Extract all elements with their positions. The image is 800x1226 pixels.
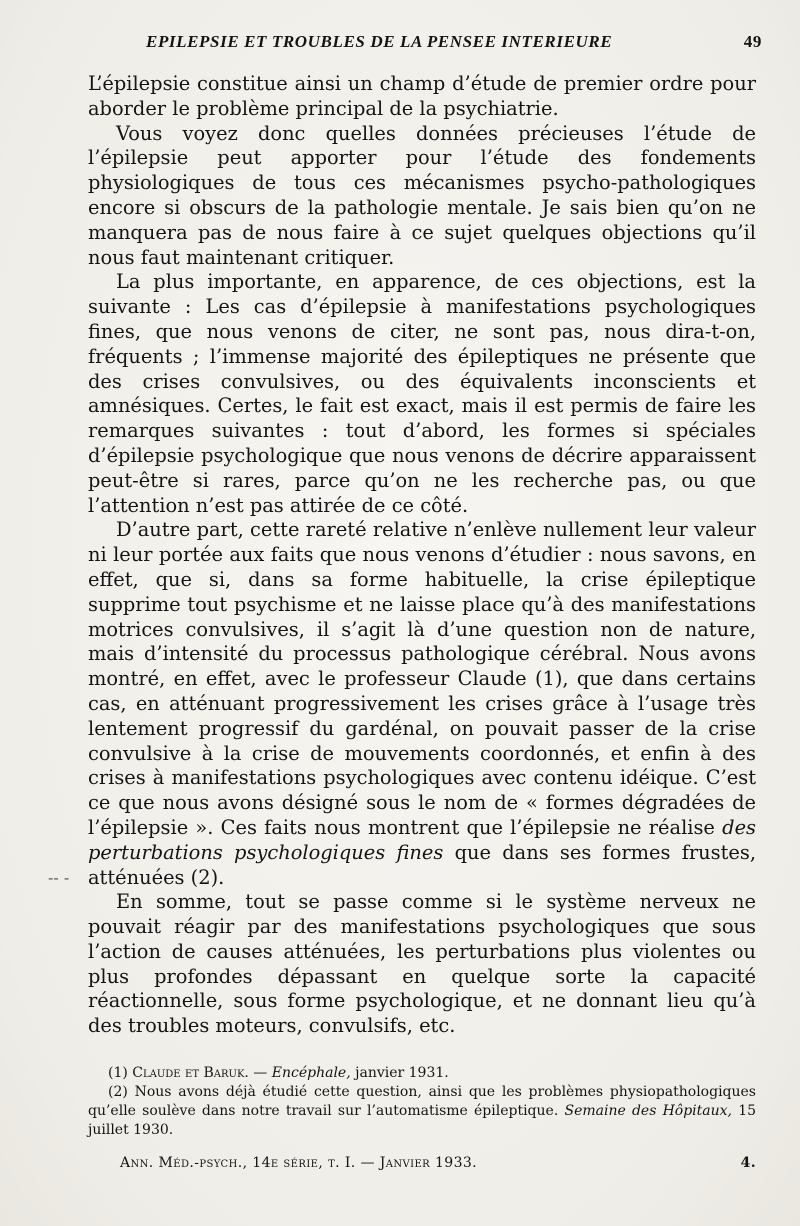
page-number: 49: [743, 32, 762, 51]
footnote-2: [88, 1083, 756, 1140]
page-footer: [120, 1155, 756, 1171]
italic-emphasis: des perturbations psychologiques fines: [88, 815, 757, 864]
paragraph-4-text: D’autre part, cette rareté relative n’enlève nullement leur valeur ni leur portée aux faits que nous venons d’étudier : nous savons, en effet, que si, dans sa forme habituelle, la crise épileptique supprime tout psychisme et ne laisse place qu’à des manifestations motrices convulsives, il s’agit là d’une question non de nature, mais d’intensité du processus pathologique cérébral. Nous avons montré, en effet, avec le professeur Claude (1), que dans certains cas, en atténuant progressivement les crises grâce à l’usage très lentement progressif du gardénal, on pouvait passer de la crise convulsive à la crise de mouvements coordonnés, et enfin à des crises à manifestations psychologiques avec contenu idéique. C’est ce que nous avons désigné sous le nom de « formes dégradées de l’épilepsie ». Ces faits nous montrent que l’épilepsie ne réalise: [88, 518, 756, 839]
paragraph-3: La plus importante, en apparence, de ces objections, est la suivante : Les cas d’épilepsie à manifestations psychologiques fines, que nous venons de citer, ne sont pas, nous dira-t-on, fréquents ; l’immense majorité des épileptiques ne présente que des crises convulsives, ou des équivalents inconscients et amnésiques. Certes, le fait est exact, mais il est permis de faire les remarques suivantes : tout d’abord, les formes si spéciales d’épilepsie psychologique que nous venons de décrire apparaissent peut-être si rares, parce qu’on ne les recherche pas, ou que l’attention n’est pas attirée de ce côté.: [88, 270, 756, 517]
paragraph-4-end: que dans ses formes frustes, atténuées (2).: [88, 840, 756, 889]
journal-citation: Ann. Méd.-psych., 14e série, t. I. — Janvier 1933.: [120, 1155, 478, 1171]
running-header: [146, 32, 762, 52]
margin-mark: -- -: [48, 868, 70, 887]
paragraph-1: L’épilepsie constitue ainsi un champ d’étude de premier ordre pour aborder le problème principal de la psychiatrie.: [88, 72, 756, 120]
footnote-1-date: janvier 1931.: [355, 1065, 449, 1081]
footnote-2-journal: Semaine des Hôpitaux,: [564, 1103, 732, 1119]
footnotes: [88, 1064, 756, 1140]
footnote-1-authors: (1) Claude et Baruk. —: [108, 1065, 268, 1081]
footnote-1-journal: Encéphale,: [271, 1065, 351, 1081]
signature-mark: 4.: [740, 1155, 756, 1171]
footnote-2-text: (2) Nous avons déjà étudié cette question, ainsi que les problèmes physiopathologiques qu’elle soulève dans notre travail sur l’automatisme épileptique.: [88, 1084, 756, 1119]
body-text: [88, 72, 756, 1039]
footnote-2-date: 15 juillet 1930.: [88, 1103, 757, 1138]
paragraph-5: En somme, tout se passe comme si le système nerveux ne pouvait réagir par des manifestations psychologiques que sous l’action de causes atténuées, les perturbations plus violentes ou plus profondes dépassant en quelque sorte la capacité réactionnelle, sous forme psychologique, et ne donnant lieu qu’à des troubles moteurs, convulsifs, etc.: [88, 890, 756, 1038]
running-title: EPILEPSIE ET TROUBLES DE LA PENSEE INTERIEURE: [146, 32, 613, 51]
footnote-1: [88, 1064, 756, 1083]
paragraph-2: Vous voyez donc quelles données précieuses l’étude de l’épilepsie peut apporter pour l’étude des fondements physiologiques de tous ces mécanismes psycho-pathologiques encore si obscurs de la pathologie mentale. Je sais bien qu’on ne manquera pas de nous faire à ce sujet quelques objections qu’il nous faut maintenant critiquer.: [88, 121, 756, 269]
paragraph-4: [88, 518, 756, 890]
